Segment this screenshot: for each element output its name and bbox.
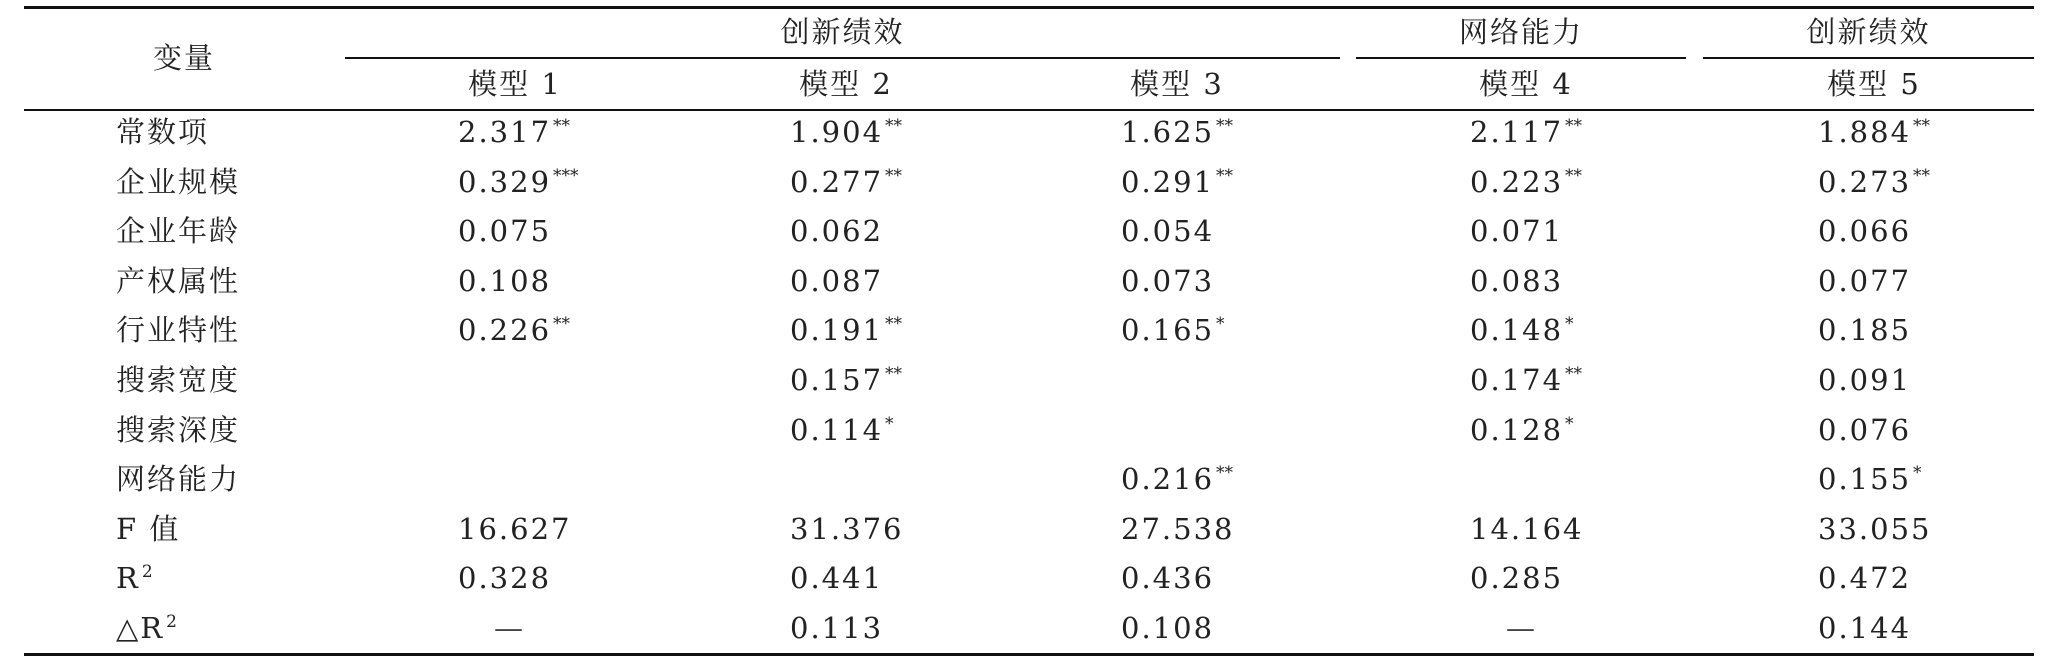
table-cell	[1470, 312, 1574, 348]
significance-stars: **	[1913, 116, 1931, 136]
model-header-3: 模型 3	[1130, 67, 1224, 101]
table-cell	[1506, 610, 1537, 646]
significance-stars: **	[553, 314, 571, 334]
table-cell	[1818, 461, 1922, 497]
cell-value: 0.174	[1470, 363, 1564, 397]
row-label	[116, 263, 240, 299]
significance-stars: *	[1216, 314, 1225, 334]
significance-stars: **	[885, 166, 903, 186]
cell-value: 2.117	[1470, 115, 1564, 149]
cell-value: 0.226	[458, 313, 552, 347]
cell-value: 0.091	[1818, 363, 1912, 397]
cell-value: 1.625	[1121, 115, 1215, 149]
table-cell	[790, 312, 902, 348]
cell-value: 0.223	[1470, 165, 1564, 199]
table-cell	[1121, 213, 1214, 249]
cell-value: 0.128	[1470, 413, 1564, 447]
table-cell	[1818, 511, 1931, 547]
cell-value: 0.285	[1470, 561, 1564, 595]
cell-value: 0.076	[1818, 413, 1912, 447]
table-cell	[790, 114, 902, 150]
cell-value: 0.066	[1818, 214, 1912, 248]
cell-value: 0.277	[790, 165, 884, 199]
significance-stars: **	[1216, 116, 1234, 136]
significance-stars: ***	[553, 166, 579, 186]
dash-value: —	[1506, 611, 1537, 645]
cell-value: 1.884	[1818, 115, 1912, 149]
cell-value: 0.329	[458, 165, 552, 199]
significance-stars: *	[1565, 314, 1574, 334]
significance-stars: **	[885, 116, 903, 136]
cell-value: 0.077	[1818, 264, 1912, 298]
row-label	[116, 610, 177, 646]
cell-value: 0.185	[1818, 313, 1912, 347]
table-cell	[1121, 610, 1214, 646]
table-cell	[1818, 610, 1911, 646]
header-rule	[24, 109, 2034, 111]
table-cell	[1818, 164, 1930, 200]
row-label	[116, 164, 240, 200]
cell-value: 0.108	[458, 264, 552, 298]
significance-stars: **	[1216, 463, 1234, 483]
significance-stars: **	[1913, 166, 1931, 186]
row-label-superscript: 2	[166, 612, 177, 632]
row-label-text: 企业年龄	[116, 214, 241, 248]
table-cell	[458, 164, 579, 200]
table-cell	[458, 312, 570, 348]
table-cell	[1470, 263, 1563, 299]
dash-value: —	[494, 611, 525, 645]
significance-stars: **	[1565, 166, 1583, 186]
significance-stars: *	[1913, 463, 1922, 483]
row-label-text: 搜索宽度	[116, 363, 241, 397]
cell-value: 16.627	[458, 512, 572, 546]
cell-value: 1.904	[790, 115, 884, 149]
cell-value: 0.191	[790, 313, 884, 347]
row-label	[116, 114, 209, 150]
row-label-text: 常数项	[116, 115, 210, 149]
table-cell	[1818, 114, 1930, 150]
table-cell	[790, 263, 883, 299]
cell-value: 0.472	[1818, 561, 1912, 595]
cell-value: 0.155	[1818, 462, 1912, 496]
cell-value: 0.087	[790, 264, 884, 298]
row-label-text: △R	[116, 611, 165, 645]
cell-value: 0.083	[1470, 264, 1564, 298]
model-header-1: 模型 1	[468, 67, 562, 101]
cell-value: 0.165	[1121, 313, 1215, 347]
table-cell	[1818, 412, 1911, 448]
table-cell	[1121, 164, 1233, 200]
table-cell	[1470, 511, 1583, 547]
table-cell	[1818, 312, 1911, 348]
table-cell	[494, 610, 525, 646]
row-label-text: R	[116, 561, 140, 595]
row-label-text: 行业特性	[116, 313, 241, 347]
table-cell	[1121, 560, 1214, 596]
table-cell	[1470, 412, 1574, 448]
model-header-4: 模型 4	[1479, 67, 1573, 101]
group-header-innovation-performance: 创新绩效	[780, 15, 905, 49]
table-cell	[1121, 263, 1214, 299]
cell-value: 0.144	[1818, 611, 1912, 645]
significance-stars: **	[885, 314, 903, 334]
model-header-5: 模型 5	[1827, 67, 1921, 101]
group-header-innovation-performance-2: 创新绩效	[1806, 15, 1931, 49]
table-cell	[1121, 461, 1233, 497]
row-label	[116, 511, 180, 547]
group-header-network-capability: 网络能力	[1458, 15, 1583, 49]
group-rule-3	[1703, 57, 2034, 59]
table-cell	[1818, 362, 1911, 398]
cell-value: 31.376	[790, 512, 904, 546]
table-cell	[790, 164, 902, 200]
row-label	[116, 312, 240, 348]
row-label-text: 产权属性	[116, 264, 241, 298]
cell-value: 0.114	[790, 413, 884, 447]
cell-value: 0.441	[790, 561, 884, 595]
cell-value: 0.291	[1121, 165, 1215, 199]
table-cell	[790, 213, 883, 249]
table-cell	[1121, 312, 1225, 348]
cell-value: 14.164	[1470, 512, 1584, 546]
cell-value: 0.148	[1470, 313, 1564, 347]
table-cell	[1818, 263, 1911, 299]
cell-value: 0.273	[1818, 165, 1912, 199]
table-cell	[1470, 213, 1563, 249]
table-cell	[1470, 114, 1582, 150]
cell-value: 0.328	[458, 561, 552, 595]
table-cell	[1470, 164, 1582, 200]
cell-value: 0.216	[1121, 462, 1215, 496]
row-label-text: 搜索深度	[116, 413, 241, 447]
row-label-text: 企业规模	[116, 165, 241, 199]
table-cell	[790, 362, 902, 398]
row-label	[116, 560, 153, 596]
table-cell	[1818, 560, 1911, 596]
table-cell	[1818, 213, 1911, 249]
cell-value: 0.071	[1470, 214, 1564, 248]
bottom-rule	[24, 653, 2034, 656]
table-cell	[1121, 114, 1233, 150]
cell-value: 33.055	[1818, 512, 1932, 546]
stub-header: 变量	[152, 41, 215, 75]
row-label	[116, 461, 240, 497]
table-cell	[458, 511, 571, 547]
significance-stars: **	[553, 116, 571, 136]
table-cell	[1470, 362, 1582, 398]
group-rule-2	[1356, 57, 1686, 59]
cell-value: 0.054	[1121, 214, 1215, 248]
significance-stars: **	[1565, 364, 1583, 384]
cell-value: 0.113	[790, 611, 884, 645]
row-label	[116, 213, 240, 249]
table-cell	[1121, 511, 1234, 547]
row-label	[116, 362, 240, 398]
cell-value: 0.157	[790, 363, 884, 397]
table-cell	[458, 114, 570, 150]
cell-value: 0.108	[1121, 611, 1215, 645]
cell-value: 2.317	[458, 115, 552, 149]
table-cell	[458, 213, 551, 249]
cell-value: 0.062	[790, 214, 884, 248]
cell-value: 0.075	[458, 214, 552, 248]
significance-stars: *	[1565, 414, 1574, 434]
significance-stars: **	[1565, 116, 1583, 136]
model-header-2: 模型 2	[799, 67, 893, 101]
significance-stars: **	[885, 364, 903, 384]
significance-stars: *	[885, 414, 894, 434]
table-cell	[458, 560, 551, 596]
table-cell	[458, 263, 551, 299]
top-rule	[24, 6, 2034, 9]
cell-value: 0.073	[1121, 264, 1215, 298]
group-rule-1	[345, 57, 1340, 59]
table-cell	[790, 560, 883, 596]
cell-value: 0.436	[1121, 561, 1215, 595]
table-cell	[790, 610, 883, 646]
significance-stars: **	[1216, 166, 1234, 186]
row-label-text: 网络能力	[116, 462, 241, 496]
row-label-text: F 值	[116, 512, 181, 546]
table-cell	[790, 412, 894, 448]
table-cell	[790, 511, 903, 547]
row-label-superscript: 2	[141, 562, 153, 582]
row-label	[116, 412, 240, 448]
cell-value: 27.538	[1121, 512, 1235, 546]
table-cell	[1470, 560, 1563, 596]
